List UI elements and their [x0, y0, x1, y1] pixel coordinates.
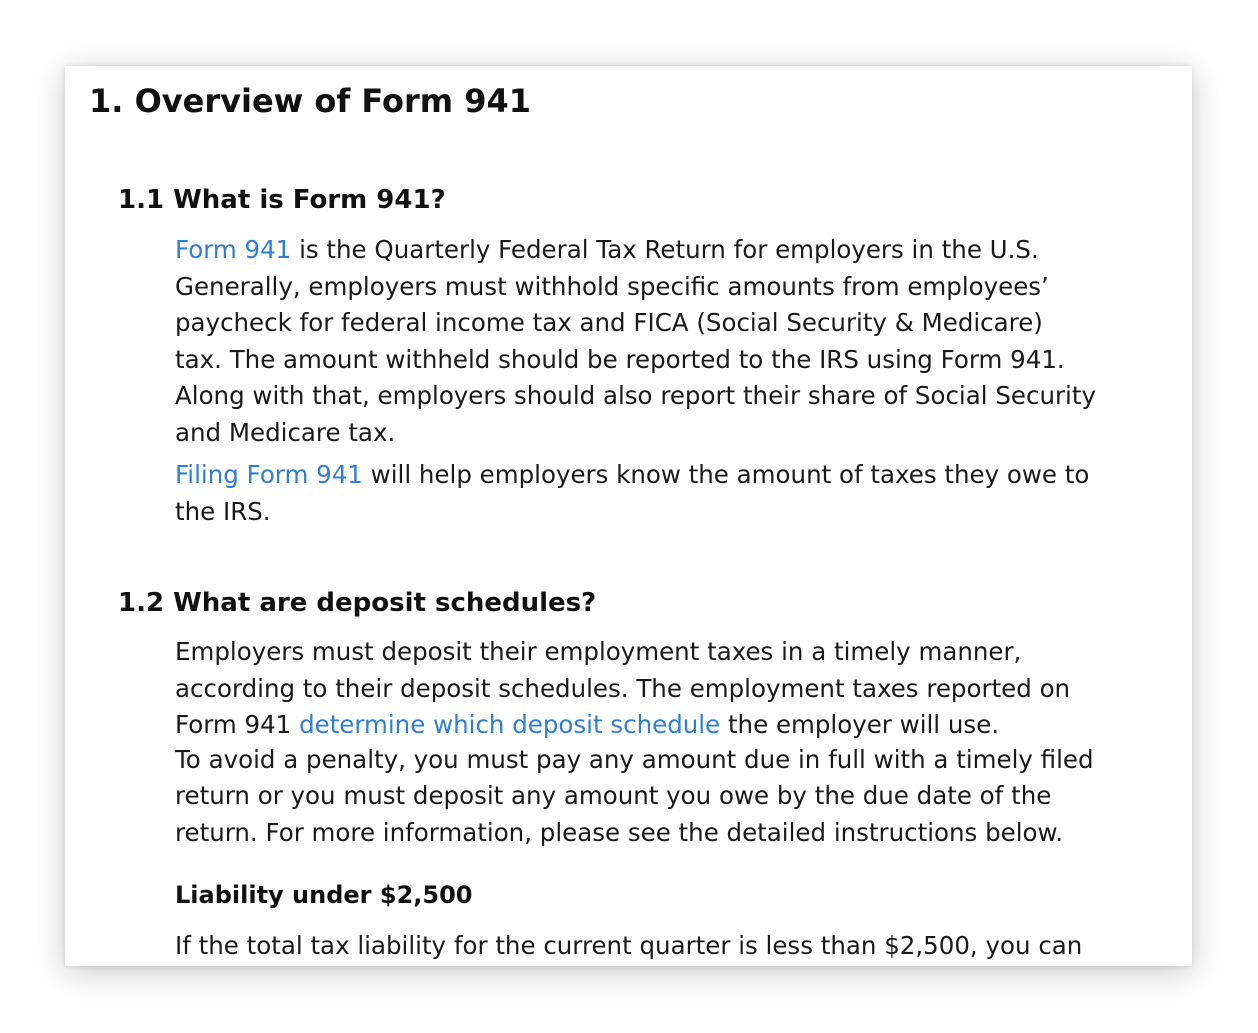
liability-under-2500-title: Liability under $2,500: [175, 881, 473, 909]
form-941-link[interactable]: Form 941: [175, 235, 292, 264]
text-line: tax. The amount withheld should be reported to the IRS using Form 941.: [175, 344, 1065, 374]
text-segment: the employer will use.: [720, 710, 1000, 739]
text-line: and Medicare tax.: [175, 417, 396, 447]
text-line: paycheck for federal income tax and FICA (Social Security & Medicare): [175, 308, 1043, 337]
text-line: Generally, employers must withhold specific amounts from employees’: [175, 271, 1049, 301]
text-line: return. For more information, please see the detailed instructions below.: [175, 817, 1064, 847]
section-title: 1. Overview of Form 941: [89, 82, 531, 120]
text-segment: will help employers know the amount of taxes they owe to: [362, 460, 1090, 489]
paragraph-filing-form-941: [175, 457, 1155, 530]
text-segment: Form 941: [175, 710, 300, 739]
text-line: [175, 707, 1155, 744]
filing-form-941-link[interactable]: Filing Form 941: [175, 460, 363, 489]
determine-deposit-schedule-link[interactable]: determine which deposit schedule: [299, 710, 721, 739]
document-page: [65, 66, 1192, 966]
text-line: Employers must deposit their employment taxes in a timely manner,: [175, 637, 1022, 666]
paragraph-form-941-definition: [175, 232, 1155, 451]
text-line: If the total tax liability for the current quarter is less than $2,500, you can: [175, 931, 1083, 960]
subsection-title-what-is-form-941: 1.1 What is Form 941?: [118, 185, 446, 215]
text-line: To avoid a penalty, you must pay any amount due in full with a timely filed: [175, 744, 1094, 774]
text-line: return or you must deposit any amount you owe by the due date of the: [175, 781, 1052, 810]
text-line: the IRS.: [175, 496, 271, 526]
text-line: [175, 457, 1155, 494]
text-line: according to their deposit schedules. The employment taxes reported on: [175, 673, 1071, 703]
text-line: Along with that, employers should also report their share of Social Security: [175, 381, 1096, 410]
text-segment: is the Quarterly Federal Tax Return for employers in the U.S.: [291, 235, 1039, 264]
paragraph-liability-under-2500: [175, 928, 1155, 965]
text-line: [175, 232, 1155, 269]
subsection-title-deposit-schedules: 1.2 What are deposit schedules?: [118, 588, 597, 618]
paragraph-deposit-schedules: [175, 634, 1155, 851]
